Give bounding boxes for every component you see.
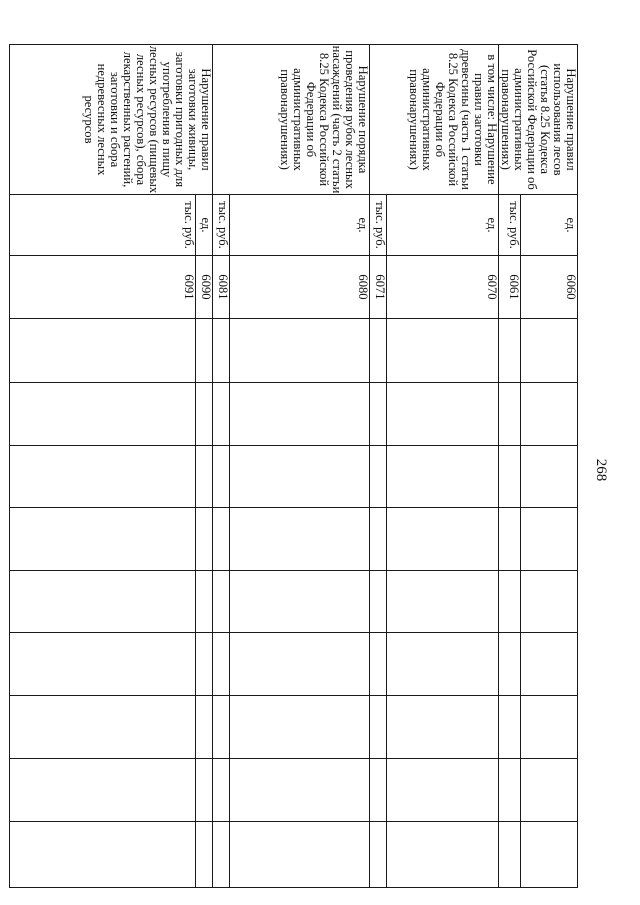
value-cell xyxy=(499,696,521,759)
value-cell xyxy=(213,822,230,888)
value-cell xyxy=(387,446,499,508)
value-cell xyxy=(10,759,196,822)
page-number: 268 xyxy=(593,458,609,482)
unit-cell: тыс. руб. xyxy=(370,195,387,256)
value-cell xyxy=(499,822,521,888)
value-cell xyxy=(370,319,387,383)
unit-cell: тыс. руб. xyxy=(10,195,196,256)
value-cell xyxy=(499,508,521,571)
row-name-cell: Нарушение порядка проведения рубок лесных насаждений (часть 2 статьи 8.25 Кодекса Российской Федерации об административных правонарушениях) xyxy=(213,45,370,195)
value-cell xyxy=(387,571,499,633)
value-cell xyxy=(230,571,370,633)
value-cell xyxy=(387,508,499,571)
value-cell xyxy=(370,696,387,759)
value-cell xyxy=(370,446,387,508)
unit-cell: ед. xyxy=(230,195,370,256)
value-cell xyxy=(230,446,370,508)
value-cell xyxy=(520,633,577,696)
value-cell xyxy=(213,508,230,571)
value-cell xyxy=(520,319,577,383)
code-cell: 6090 xyxy=(196,256,213,319)
value-cell xyxy=(387,759,499,822)
value-cell xyxy=(230,319,370,383)
unit-cell: ед. xyxy=(196,195,213,256)
value-cell xyxy=(213,571,230,633)
value-cell xyxy=(520,696,577,759)
value-cell xyxy=(213,383,230,446)
value-cell xyxy=(499,319,521,383)
value-cell xyxy=(196,446,213,508)
value-cell xyxy=(370,508,387,571)
value-cell xyxy=(10,571,196,633)
value-cell xyxy=(387,822,499,888)
value-cell xyxy=(196,319,213,383)
code-cell: 6061 xyxy=(499,256,521,319)
rotated-form-table xyxy=(44,44,578,887)
value-cell xyxy=(10,822,196,888)
value-cell xyxy=(387,633,499,696)
value-cell xyxy=(520,822,577,888)
code-cell: 6070 xyxy=(387,256,499,319)
value-cell xyxy=(196,822,213,888)
value-cell xyxy=(520,383,577,446)
value-cell xyxy=(499,571,521,633)
value-cell xyxy=(213,319,230,383)
value-cell xyxy=(520,446,577,508)
table-row xyxy=(196,45,213,888)
value-cell xyxy=(499,383,521,446)
value-cell xyxy=(196,696,213,759)
value-cell xyxy=(196,759,213,822)
violations-table xyxy=(9,44,578,888)
value-cell xyxy=(230,759,370,822)
table-row xyxy=(387,45,499,888)
value-cell xyxy=(520,508,577,571)
value-cell xyxy=(196,383,213,446)
value-cell xyxy=(213,446,230,508)
value-cell xyxy=(370,759,387,822)
value-cell xyxy=(230,696,370,759)
value-cell xyxy=(10,383,196,446)
value-cell xyxy=(370,822,387,888)
unit-cell: тыс. руб. xyxy=(213,195,230,256)
value-cell xyxy=(10,508,196,571)
value-cell xyxy=(196,508,213,571)
value-cell xyxy=(387,319,499,383)
value-cell xyxy=(213,696,230,759)
value-cell xyxy=(230,822,370,888)
value-cell xyxy=(520,571,577,633)
value-cell xyxy=(370,383,387,446)
value-cell xyxy=(387,383,499,446)
code-cell: 6060 xyxy=(520,256,577,319)
value-cell xyxy=(196,571,213,633)
value-cell xyxy=(10,446,196,508)
value-cell xyxy=(213,633,230,696)
value-cell xyxy=(499,633,521,696)
table-row xyxy=(230,45,370,888)
value-cell xyxy=(370,633,387,696)
value-cell xyxy=(10,319,196,383)
value-cell xyxy=(10,633,196,696)
code-cell: 6091 xyxy=(10,256,196,319)
value-cell xyxy=(230,508,370,571)
table-row xyxy=(520,45,577,888)
value-cell xyxy=(499,446,521,508)
unit-cell: ед. xyxy=(387,195,499,256)
code-cell: 6080 xyxy=(230,256,370,319)
value-cell xyxy=(230,633,370,696)
unit-cell: тыс. руб. xyxy=(499,195,521,256)
value-cell xyxy=(10,696,196,759)
value-cell xyxy=(196,633,213,696)
unit-cell: ед. xyxy=(520,195,577,256)
code-cell: 6071 xyxy=(370,256,387,319)
row-name-cell: в том числе: Нарушение правил заготовки древесины (часть 1 статьи 8.25 Кодекса Российской Федерации об административных правонарушениях) xyxy=(370,45,499,195)
value-cell xyxy=(387,696,499,759)
row-name-cell: Нарушение правил использования лесов (статья 8.25 Кодекса Российской Федерации об административных правонарушениях) xyxy=(499,45,578,195)
value-cell xyxy=(499,759,521,822)
value-cell xyxy=(520,759,577,822)
value-cell xyxy=(370,571,387,633)
value-cell xyxy=(213,759,230,822)
row-name-cell: Нарушение правил заготовки живицы, заготовки пригодных для употребления в пищу лесных ресурсов (пищевых лесных ресурсов), сбора лекарственных растений, заготовки и сбора недревесных лесных ресурсов xyxy=(10,45,213,195)
value-cell xyxy=(230,383,370,446)
code-cell: 6081 xyxy=(213,256,230,319)
